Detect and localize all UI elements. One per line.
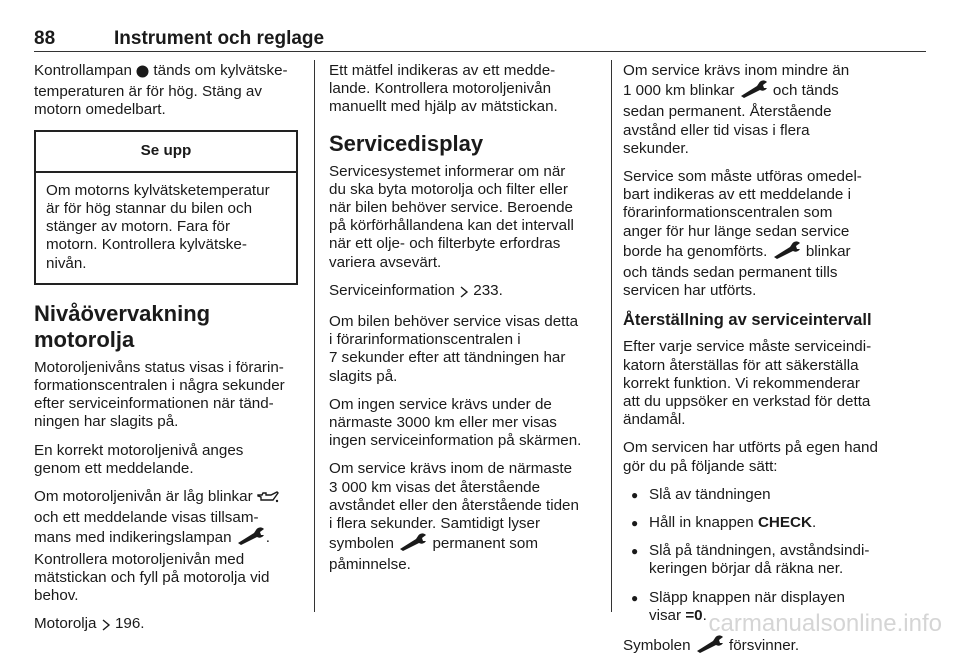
- column-divider-2: [611, 60, 612, 612]
- measurement-error-paragraph: Ett mätfel indikeras av ett medde- lande. Kontrollera motoroljenivån manuellt med hjälp av mätstickan.: [329, 62, 558, 116]
- caution-box: [34, 130, 298, 285]
- page-number: 88: [34, 28, 56, 49]
- symbol-disappears-paragraph: Symbolen försvinner.: [623, 635, 923, 658]
- service-reference: Serviceinformation 233.: [329, 282, 599, 303]
- reference-arrow-icon: [459, 285, 469, 303]
- service-soon-paragraph: Om service krävs inom de närmaste 3 000 km visas det återstående avståndet eller den återstående tiden i flera sekunder. Samtidigt lyser symbolen permanent som påminnelse.: [329, 460, 579, 574]
- section-heading-reset: Återställning av serviceintervall: [623, 311, 872, 330]
- column-divider-1: [314, 60, 315, 612]
- list-item: ● Släpp knappen när displayen visar =0.: [623, 589, 923, 625]
- list-item: ● Håll in knappen CHECK.: [623, 514, 923, 532]
- service-system-paragraph: Servicesystemet informerar om när du ska byta motorolja och filter eller när bilen behöver service. Beroende på körförhållandena kan det intervall när ett olje- och filterbyte erfordras variera avsevärt.: [329, 162, 574, 271]
- watermark: carmanualsonline.info: [708, 610, 942, 637]
- service-overdue-paragraph: Service som måste utföras omedel- bart indikeras av ett meddelande i förarinformationscentralen som anger för hur länge sedan service borde ha genomförts. blinkar och tänds sedan permanent tills servicen har utförts.: [623, 168, 862, 300]
- reset-intro-paragraph: Efter varje service måste serviceindi- katorn återställas för att säkerställa korrekt funktion. Vi rekommenderar att du uppsöker en verkstad för detta ändamål.: [623, 338, 872, 429]
- reset-steps-list: [623, 486, 923, 625]
- page-header: [34, 22, 926, 52]
- column-3: [623, 62, 923, 668]
- oil-reference: Motorolja 196.: [34, 615, 304, 636]
- service-urgent-paragraph: Om service krävs inom mindre än 1 000 km blinkar och tänds sedan permanent. Återstående avstånd eller tid visas i flera sekunder.: [623, 62, 850, 157]
- wrench-icon: [398, 533, 428, 556]
- oil-can-icon: [257, 491, 279, 509]
- caution-title: Se upp: [36, 132, 296, 173]
- column-1: [34, 62, 304, 646]
- oil-correct-paragraph: En korrekt motoroljenivå anges genom ett meddelande.: [34, 441, 244, 477]
- wrench-icon: [739, 80, 769, 103]
- oil-low-paragraph: Om motoroljenivån är låg blinkar och ett meddelande visas tillsam- mans med indikeringslampan . Kontrollera motoroljenivån med mätstickan och fyll på motorolja vid behov.: [34, 488, 304, 605]
- page-title: Instrument och reglage: [114, 28, 325, 49]
- list-item: ● Slå på tändningen, avståndsindi- keringen börjar då räkna ner.: [623, 542, 923, 578]
- reset-howto-paragraph: Om servicen har utförts på egen hand gör du på följande sätt:: [623, 439, 878, 475]
- section-heading-oil-level: Nivåövervakning motorolja: [34, 300, 211, 352]
- service-needed-paragraph: Om bilen behöver service visas detta i förarinformationscentralen i 7 sekunder efter att tändningen har slagits på.: [329, 313, 579, 385]
- no-service-paragraph: Om ingen service krävs under de närmaste 3000 km eller mer visas ingen serviceinformation på skärmen.: [329, 395, 582, 450]
- list-item: ● Slå av tändningen: [623, 486, 923, 504]
- filled-circle-icon: [136, 65, 149, 83]
- reference-arrow-icon: [101, 618, 111, 636]
- coolant-paragraph: Kontrollampan tänds om kylvätske- temperaturen är för hög. Stäng av motorn omedelbart.: [34, 62, 288, 119]
- caution-body: Om motorns kylvätsketemperatur är för hög stannar du bilen och stänger av motorn. Fara för motorn. Kontrollera kylvätske- nivån.: [46, 181, 270, 272]
- column-2: [329, 62, 599, 585]
- wrench-icon: [236, 527, 266, 550]
- section-heading-service-display: Servicedisplay: [329, 130, 484, 156]
- wrench-icon: [695, 635, 725, 658]
- wrench-icon: [772, 241, 802, 264]
- oil-status-paragraph: Motoroljenivåns status visas i förarin- formationscentralen i några sekunder efter serviceinformationen när tänd- ningen har slagits på.: [34, 358, 285, 431]
- header-rule: [34, 51, 926, 52]
